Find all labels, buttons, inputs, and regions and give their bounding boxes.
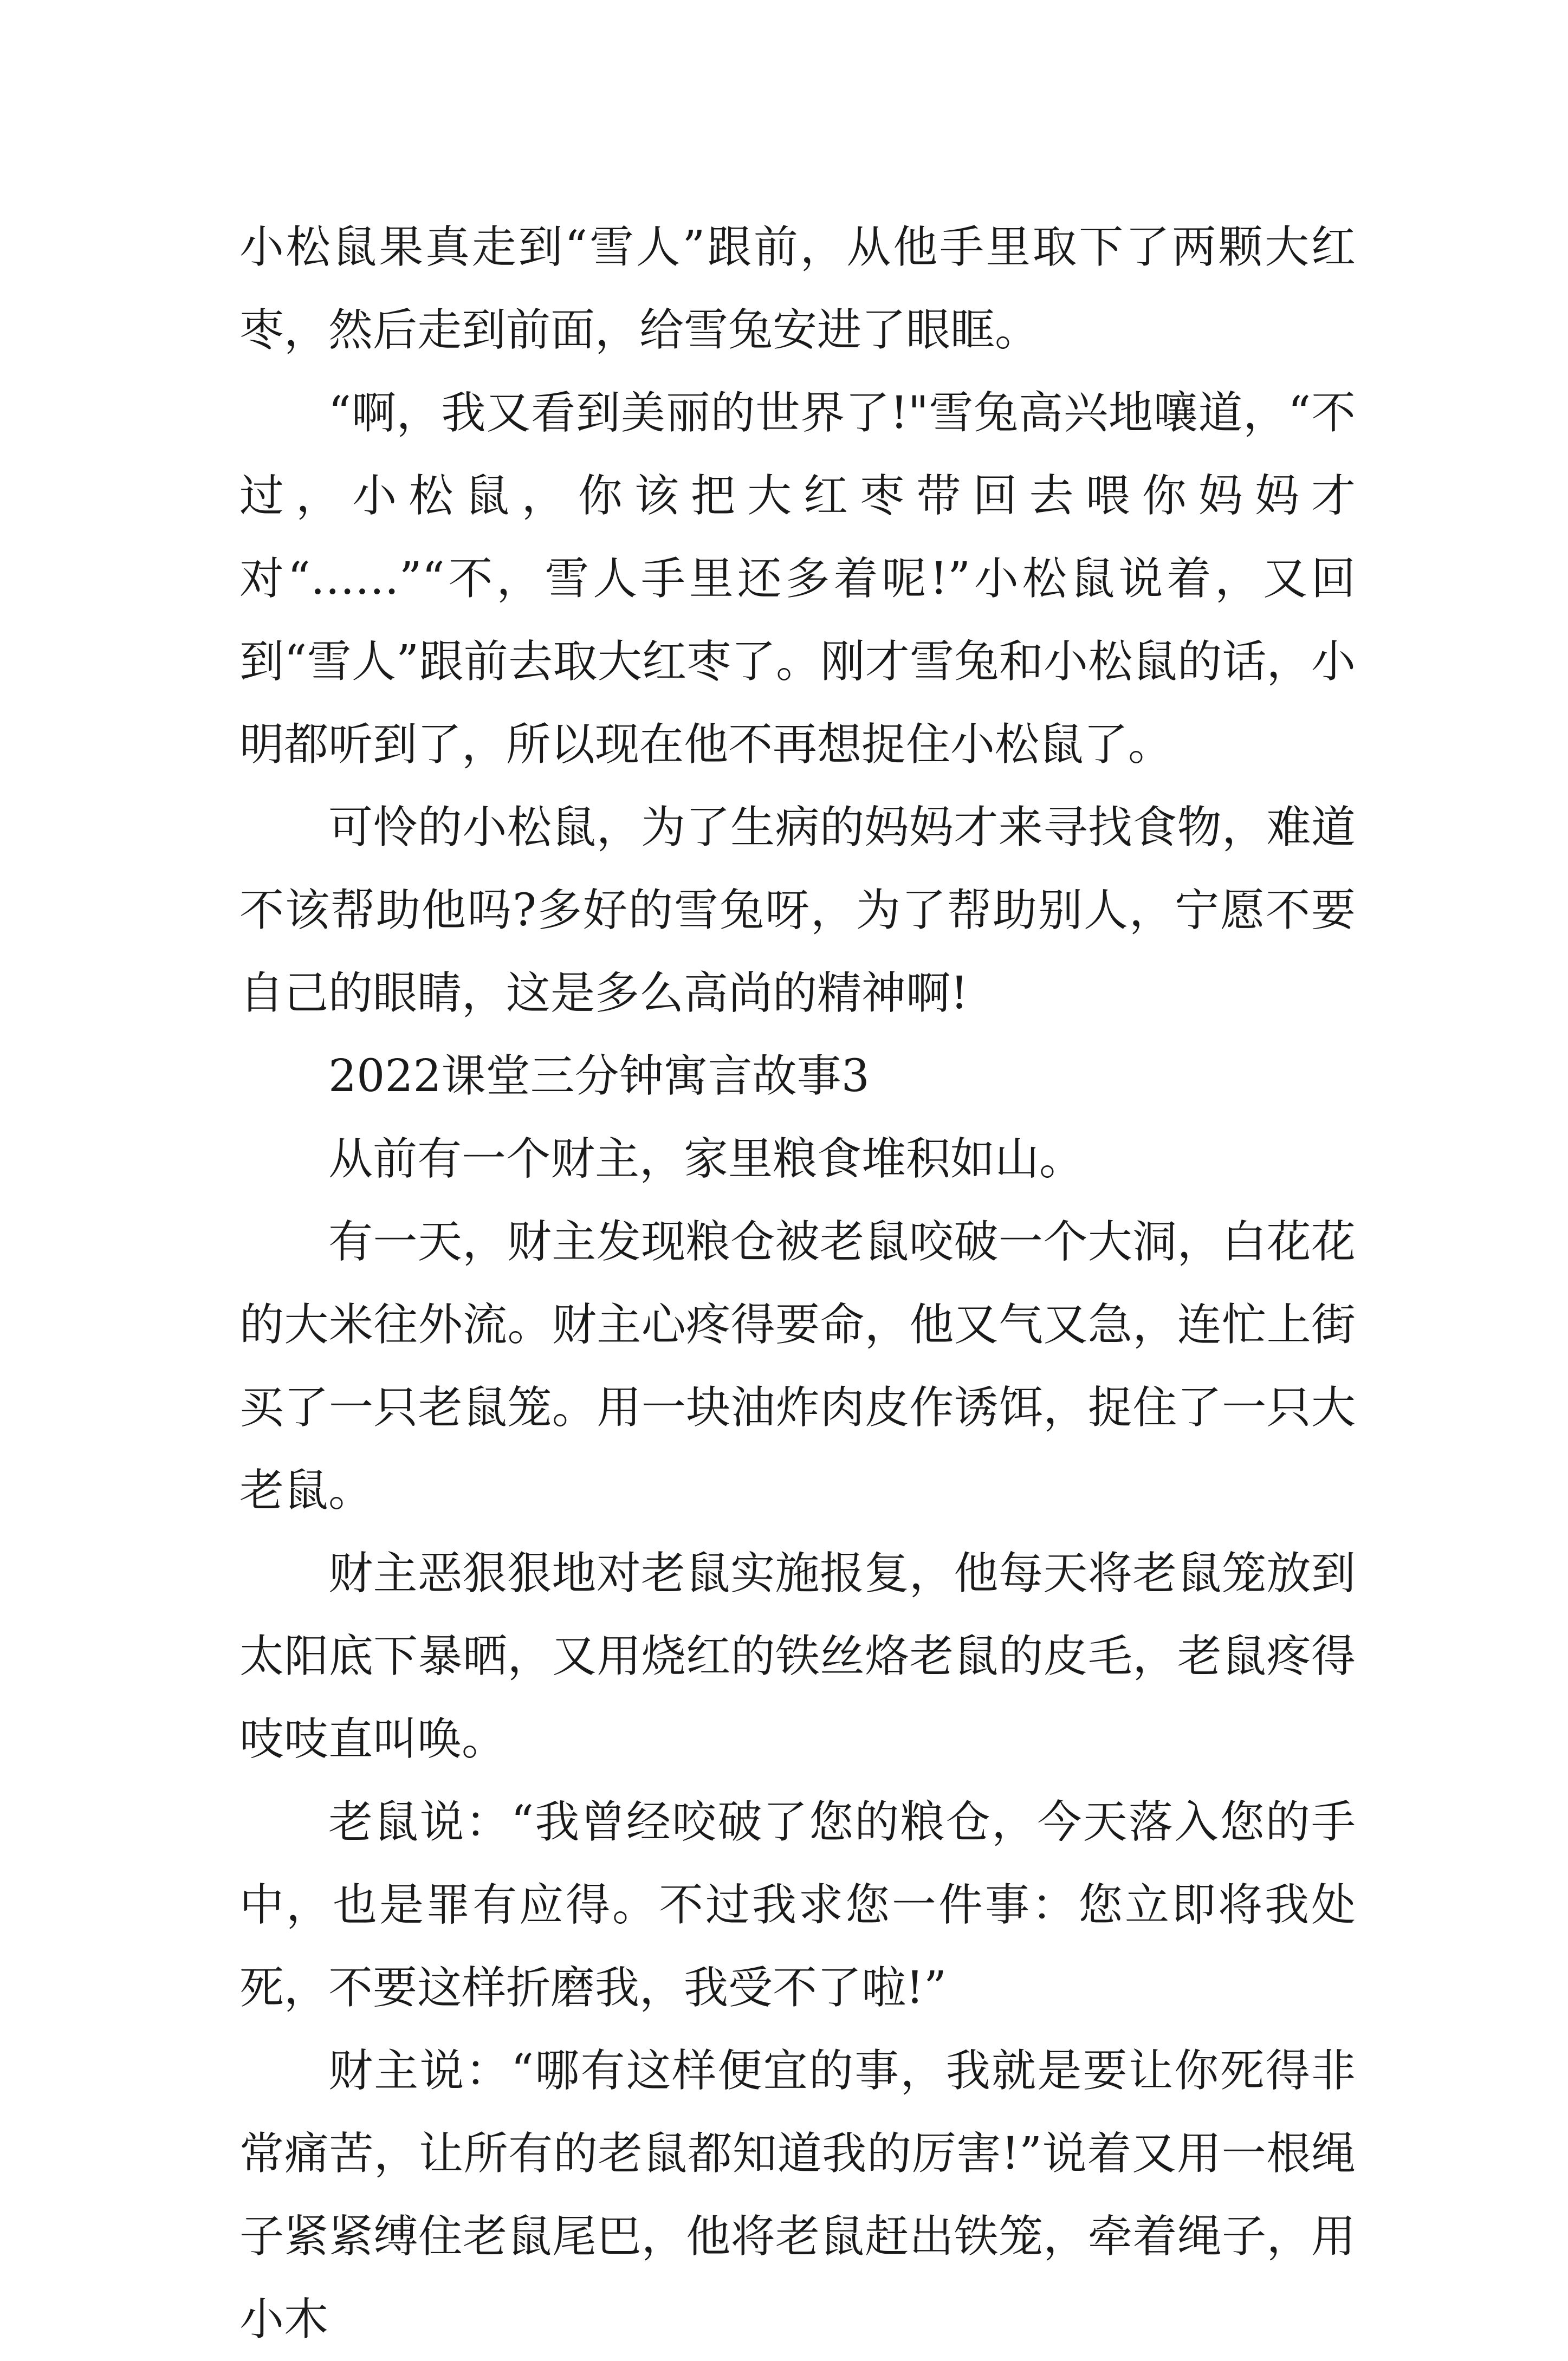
paragraph: 老鼠说：“我曾经咬破了您的粮仓，今天落入您的手中，也是罪有应得。不过我求您一件事：您立即将我处死，不要这样折磨我，我受不了啦!” (239, 1796, 1356, 2014)
section-heading: 2022课堂三分钟寓言故事3 (328, 1050, 870, 1102)
document-body (239, 206, 1356, 2361)
paragraph: 从前有一个财主，家里粮食堆积如山。 (328, 1133, 1084, 1185)
paragraph: 财主恶狠狠地对老鼠实施报复，他每天将老鼠笼放到太阳底下暴晒，又用烧红的铁丝烙老鼠的皮毛，老鼠疼得吱吱直叫唤。 (239, 1548, 1356, 1765)
paragraph: 财主说：“哪有这样便宜的事，我就是要让你死得非常痛苦，让所有的老鼠都知道我的厉害!”说着又用一根绳子紧紧缚住老鼠尾巴，他将老鼠赶出铁笼，牵着绳子，用小木 (239, 2045, 1356, 2345)
paragraph: 小松鼠果真走到“雪人”跟前，从他手里取下了两颗大红枣，然后走到前面，给雪兔安进了眼眶。 (239, 222, 1356, 356)
paragraph: 可怜的小松鼠，为了生病的妈妈才来寻找食物，难道不该帮助他吗?多好的雪兔呀，为了帮助别人，宁愿不要自己的眼睛，这是多么高尚的精神啊! (239, 802, 1356, 1019)
paragraph: “啊，我又看到美丽的世界了!"雪兔高兴地嚷道，“不过，小松鼠，你该把大红枣带回去喂你妈妈才对“……”“不，雪人手里还多着呢!”小松鼠说着，又回到“雪人”跟前去取大红枣了。刚才雪兔和小松鼠的话，小明都听到了，所以现在他不再想捉住小松鼠了。 (239, 387, 1356, 770)
paragraph: 有一天，财主发现粮仓被老鼠咬破一个大洞，白花花的大米往外流。财主心疼得要命，他又气又急，连忙上街买了一只老鼠笼。用一块油炸肉皮作诱饵，捉住了一只大老鼠。 (239, 1216, 1356, 1516)
